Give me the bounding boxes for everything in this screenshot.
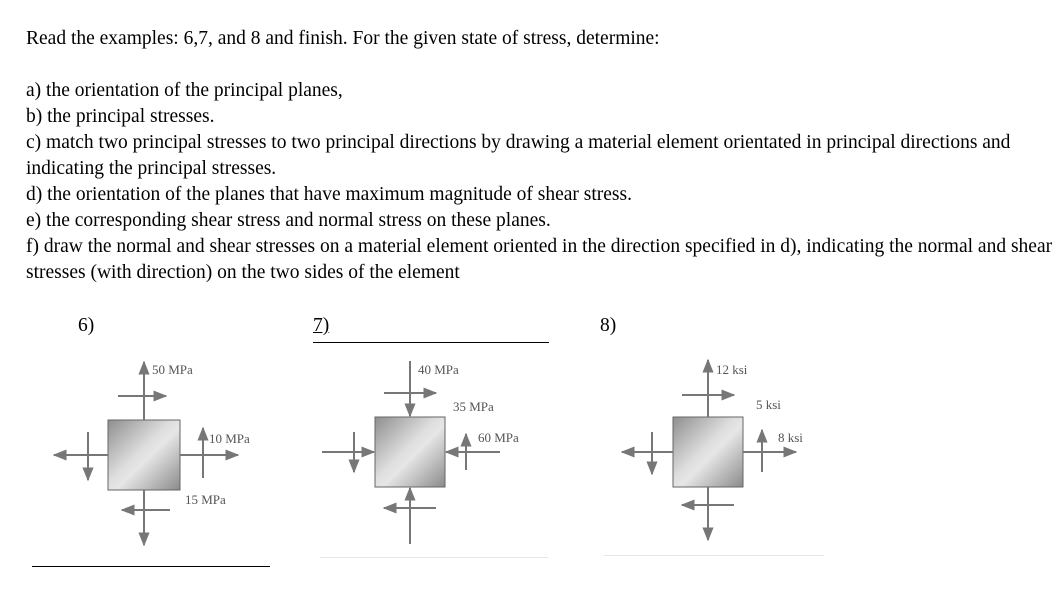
label-6-sigma-y: 50 MPa [152,362,193,377]
label-8-sigma-y: 12 ksi [716,362,748,377]
label-7-sigma-y: 40 MPa [418,362,459,377]
element-7-group [322,361,500,544]
problem-7-label: 7) [313,315,330,336]
part-d: d) the orientation of the planes that have maximum magnitude of shear stress. [26,184,632,205]
problem-8-label: 8) [600,315,617,336]
element-6-group [54,362,238,545]
label-6-tau: 15 MPa [185,492,226,507]
problem-6-label: 6) [78,315,95,336]
element-8-group [622,360,796,540]
part-e: e) the corresponding shear stress and normal stress on these planes. [26,210,551,231]
part-f: f) draw the normal and shear stresses on a material element oriented in the direction specified in d), indicating the normal and shear stresses (with direction) on the two sides of the element [26,236,1053,283]
problem-heading: Read the examples: 6,7, and 8 and finish. For the given state of stress, determine: [26,28,660,49]
part-a: a) the orientation of the principal planes, [26,80,343,101]
label-7-sigma-x: 60 MPa [478,430,519,445]
label-7-tau: 35 MPa [453,399,494,414]
label-8-tau: 5 ksi [756,397,781,412]
part-b: b) the principal stresses. [26,106,215,127]
label-6-sigma-x: 10 MPa [209,431,250,446]
part-c: c) match two principal stresses to two principal directions by drawing a material element orientated in principal directions and indicating the principal stresses. [26,132,1011,179]
label-8-sigma-x: 8 ksi [778,430,803,445]
